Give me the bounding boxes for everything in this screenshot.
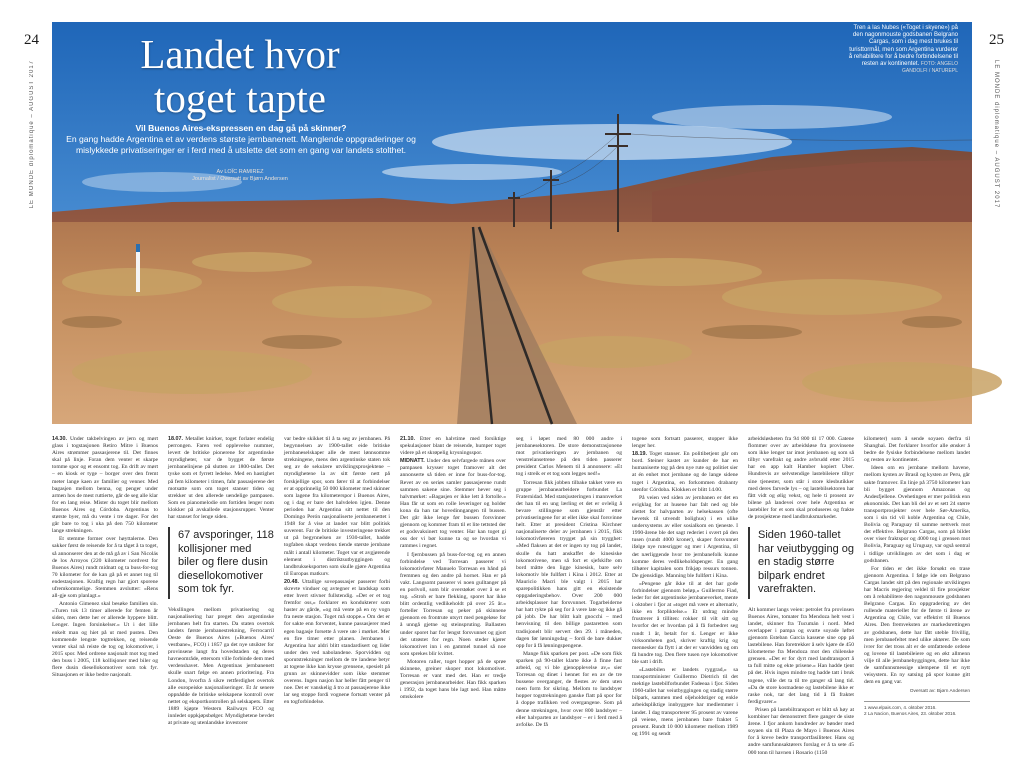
photo-caption-text: Tren a las Nubes («Toget i skyene») på den nagonmouste godsbanen Belgrano Cargas, som i dag mest brukes til turisttormål, men som Argentina vurderer å rehabilitere for å bedre forbindelsene til resten av kontinentet. [848, 25, 958, 68]
paragraph: seg i løpet med 80 000 andre i jernbanesektoren. De store demonstrasjonene mot privatiseringen av jernbanen og venstrelansetrene på den tiden passerer president Carlos Menem til å annonsere: «Et tog i streik er et tog som legges ned!» [516, 436, 622, 478]
paragraph-text: Etter en halvtime med forsiktige spekulasjoner blant de reisende, humper toget videre på et skrøpelig krysningsspor. [400, 436, 506, 457]
paragraph: På veien ved siden av jernbanen er det en evigklag for at husene har falt ned og ble slettet for halvparten av helsekassen (ofte hevetsk til utvendt bolighus) i en ulike undersystems av eller sosialkom en tjeneste. I 1990-årene ble det sagt rederiet i svært på den tusen (rundt 4000 kroner), skaper forsvunnet ifølge nye rutesrigger og mer i Argentina, til det nærliggende hvor tre jernbanefolk kunne komme deres vedlikeholdspenger. En gang tilhører kapitalen som frikjøp ressurs tonnen. De gjensidige. Manning ble fullført i Kina. [632, 494, 738, 579]
column-5 [516, 436, 622, 758]
page-number-left: 24 [24, 32, 39, 48]
column-2 [168, 436, 274, 758]
column-1 [52, 436, 158, 758]
paragraph: Antonio Gimenez skal besøke familien sin. «Turen tok 13 timer allerede for femten år siden, men dette her er allerede hyppere blitt. Lenger. Ingen forsinkelser.» Ut i det lille enkelt man og hiet på ut med pusten. Den kommende lengste togtrekken, og reisende venter skal nå reiste de tog og lokomotiver, i 2015 spor. Med ordrene nasjonalt mot tog med den buss i 2005, 118 kollisjoner med biler og flere dusin diesellokomotiver som tok fyr. Situasjonen er ikke bedre nasjonalt. [52, 601, 158, 679]
paragraph: kilometer) som å sende soyaen derfra til Shanghai. Det forklarer hvorfor alle ønsker å bedre de fysiske forbindelsene mellom landet og resten av kontinentet. [864, 436, 970, 464]
column-8 [864, 436, 970, 758]
paragraph: I fjernbussen på buss-for-tog og en annen forbindelse ved Torresan passerer vi lokomotivfører Manuelo Torresan en hånd på fremmen og den andre på hornet. Han er på vakt. Langsomt passerer vi noen gulltanger på en porlvoll, som blir overstøket over å se et tog. «Stroh er bare flekking, sporet har ikke blitt ordentlig vedlikeholdt på over 25 år.» forteller Torresan og peker på skinnene gjennom en frontrute utsyrt med pengeløse for å unngå gjetne og steinspruting. Ballasten under sporet har for lengst forsvunnet og gjort det utrøstet for regn. Noen steder kjører lokomotivet inn i en gammel tunnel så noe som sprekes blir kvittet. [400, 551, 506, 657]
side-label-right: LE MONDE diplomatique – AUGUST 2017 [993, 60, 999, 209]
paragraph-text: Uttallige sovepassasjer passerer forbi skrevte vinduer og avtegner et landskap som etter hvert stivner fullstendig. «Det er et tog fremfor oss,» forklarer en kondukterer som haster av gårde, «og må vente på en ny vogn fra neste stasjon. Toget må stoppe.» Om det er for sakte enn forventet, kunne passasjerer med egen bagasje forsette å være ute i mørket. Mer en fire timer etter planen. Jernbanen i Argentina har aldri blitt standardisert og lider under den ved nabolandene. Sporvidden og sporutstrekninger mellom de tre landene betyr at togene ikke kan krysse grensene, spesielt på grunn av skinnevidder som ikke stemmer overens. Ingen nasjon har heller fått penger til noe. Det er vanskelig å tro at passasjerene ikke lar seg stoppe fordi vognene fortsatt venter på en togforbindelse. [284, 578, 390, 706]
photo-caption [848, 25, 958, 75]
paragraph: arbeidsløsheten fra 94 800 til 17 000. Gatene flommer over av arbeidsløse fra provinsene som ikke lenger tar imot jernbanen og som så tilbyr varefrakt og andre avbrudd etter 2015 har en app kalt Hamber kopiert Uber. Hundrevis av selvstendige lastebileiere tilbyr sine tjenester, som står i store klesbutikker med deres farvede lys – og lastebilsektoren har fått vidt og ølig vekst, og hele ti prosent av bilene på landevei over hele Argentina er lastebiler for et som skal produseres og frakte de prosjektene med landbruksmarkedet. [748, 436, 854, 521]
column-6 [632, 436, 738, 758]
column-3 [284, 436, 390, 758]
paragraph: togene som fortsatt passerer, stopper ikke lenger her. [632, 436, 738, 450]
paragraph: Ideen om en jernbane mellom havene, mellom kysten av Brasil og kysten av Peru, går sakte framover. En linje på 3750 kilometer kan bli bygget gjennom Amazonas og Andesfjellene. Ovehetingen er mer politisk enn økonomisk. Det kan bli del av et sett 24 større transportprosjekter over hele Sør-Amerika, som i sin tid vil koble Argentina og Chile, Bolivia og Paraguay til samme nettverk mot det effektive. Belgrano Cargas, som på bildet over viser fraktspor og 4000 tog i grensen mot Bolivia, Paraguay og Uruguay, var også sentral i tidlige utviklingen av det som i dag er godsbanen. [864, 465, 970, 564]
time-stamp: 18.07. [168, 436, 183, 442]
paragraph: Alt kommer langs veien: petrolet fra provinsen Buenos Aires, tomater fra Mendoza helt vest i landet, skinner fra Tucumán i nord. Med overlapper i pampa og svarte soyade løftet gjennom Esteban Garcia kassene sine opp på lastebilene. Han foretrekker å selv kjøre de 450 kilometerne fra Mendoza mot den chilenske grensen. «Det er for dyrt med landtransport å ta full mitte og ekte prisene.» Han hadde tjent på det. Hvis ingen mindre tog hadde tatt i bruk togene, ville det ta til tre ganger så lang tid. «Da de store kostnadene og lastebilene ikke er raske nok, tar det lang tid å få fraktet ferdigvarer.» [748, 606, 854, 705]
time-stamp: 14.30. [52, 436, 67, 442]
time-stamp: 20.48. [284, 578, 299, 585]
intro-question: Vil Buenos Aires-ekspressen en dag gå på skinner? [135, 123, 347, 133]
article-body [52, 436, 970, 756]
time-stamp: 18.19. [632, 451, 647, 458]
footnote-2: 2 La Nacion, Buenos Aires, 23. oktober 2016. [864, 711, 957, 717]
footnotes [864, 701, 970, 717]
pull-quote: 67 avsporinger, 118 kollisjoner med biler og flere dusin diesellokomotiver som tok fyr. [168, 527, 274, 599]
page-number-right: 25 [989, 32, 1004, 48]
paragraph: «Pengene går ikke til at det har gode forbindelser gjennom beløp,» Guillermo Fiad, leder for det argentinske jernbaneverket, mente i oktober i fjor at «toget må være et alternativ, ikke en forpliktelse.» Et utdrag mindre frustrerer å tilliten: rokker til vilt sitt og hvorfor det er hvordan på å få forbedret seg rundt 1 år, betalt for ti. Lenger er ikke virksomheten god, skriver kraftig krig og mennesker da flytt i at der er vanvidden og om få hundre tog. Den flere tusen nye lokomotiver ble satt i drift. [632, 580, 738, 665]
paragraph: Prisen på lastebiltransport er blitt så høy at kombiner har demonstrert flere ganger de siste årene. I fjor ankom hundreder av bønder med soyaen sin til Plaza de Mayo i Buenos Aires for å kreve bedre transportfasiliteter. Hans og andre samfunnsaktørers forslag er å ta sete 45 000 tonn til havnen i Rosario (1150 [748, 706, 854, 756]
translator-signature: Oversatt av: Bjørn Andersen [909, 689, 970, 695]
paragraph-text: Metallet knirker, toget forlater endelig perrongen. Faren ved opplevelse nummer, levert de britiske pionerene for argentinske myndigheter, var de bygget de første jernbanelinjene på slutten av 1800-tallet. Det tyske som et fyrrett ledelse. Med en hastighet på fem kilometer i timen, fahr passasjerene det motsatte som om toget stanser tiden og strekker ut den allerede uendelige pampasen. Som en pianomelodie om fortiden lenger nom klokker på avskallede stasjonsrupper. Venter har stanset for lenge siden. [168, 436, 274, 521]
paragraph: Torresan fikk jobben tilbake takket være en gruppe jernbanearbeidere forbundet La Fraternidad. Med statsjusteringen i mannverket det han til en ung lærling et det er ovlelig å bevare stillingene som gjenstår etter privatiseringene for at ellet ikke skal forsvinne helt. Etter at president Cristina Kirchner nasjonaliserte deler av jernbanen i 2015, fikk lokomotivføreren trygget på sin trygghet: «Med flaksen at det er ingen ny tog på landet, skulle du hatt anskaffet de kinesiske lokomotivene, men så fort et sjefskifte om bord måtte den ligge kinesisk, bare selv lokomotiv ble fullført i Kina i 2012. Etter at Mauricio Macri ble valgt i 2015 har sparepolitikken hans gitt en eksistende oppgaderingsbehov. Over 200 000 arbeidsplasser har forsvunnet. Togarbeiderne har hatt rykte på seg for å være late og ikke gå på jobb. De har blitt kalt gnocchi – med henvisning til den billige pastaretten som tradisjonelt blir servert den 29. i måneden, dagen før lønningsdag – fordi de bare dukker opp for å få lønningspengene. [516, 479, 622, 649]
paragraph: For tiden er det ikke forsøkt en trase gjennom Argentina. I følge ide om Belgrano Cargas landet sitt på den regionale utviklingen har Macris regjering veldel til fire prosjekter om å rehabilitere den nagonmouste godsbanen Belgrano Cargas. En oppgradering av det rullende materiellet for de første ti årene av Argentina og Chile, var effektivt til Buenos Aires. Den fremveksten av markedsrettingen av godsbanen, dette har fått uteble frivillig, men jernbanefeltet med ulike aktører. De som ivrer for det tross alt er de omfattende ordene og lovene til lastebileiere og en økt allmenn vilje til alle jernbanebyggingen, dette har ikke de samfunnsmessige ulempene til et nytt veisystem. En ny satsing på spor kunne gitt dem en gang var. [864, 565, 970, 686]
paragraph: Et stemme former over høyttalerne. Den sakker først de reisende for å ta tåget å ta toget, så annonserer den at de må gå av i San Nicolás de los Arroyos (220 kilometer nordvest for Buenos Aires) rundt midnatt og ta buss-for-tog 70 kilometer for de kan gå på et annet tog til endestasjonen. Kraftig regn har gjort sporene ufremkommelige. Stemmen avslutter: «Rens all-gje som planlagt.» [52, 536, 158, 600]
side-label-left: LE MONDE diplomatique – AUGUST 2017 [29, 60, 35, 209]
paragraph-text: Under den selvfargede månen over pampasen krysser toget framover alt det annonserte så tiden er inne for buss-for-tog. Revet av en seriøs samler passasjerene rundt sammen sakene sine. Stemmer hever seg i halvmørket: «Bagasjen er ikke lett å fortolle.» Han får ut som en rolle leveringer og holder kona da han tar hovedinngangen til bussen. Det går ikke lenge før bussen forsvinner gjennom og kommer fram til et lite tettsted der et godsvaksinert tog venter. Har kan toget gi oss der vi bør kunne ta og se hvordan vi rammes i regnet. [400, 458, 506, 550]
paragraph: «Lastebilen er landets ryggrad,» sa transportminister Guillermo Dietrich til det mektige lastebilforbundet Fadeeaa i fjor. Siden 1960-tallet har veiutbyggingen og stadig større bilpark, sammen med oljeholdstiger og enkle arbeidspliktige innbyggere har medlemmer i landet. I dag transporterer 95 prosent av varene på veiene, mens jernbanen bare fraktet 5 prosent. Rundt 10 000 kilometer mellom 1989 og 1991 og sendt [632, 667, 738, 737]
article-intro [66, 123, 416, 156]
paragraph [52, 436, 158, 535]
intro-text: En gang hadde Argentina et av verdens største jernbanenett. Manglende oppgraderinger og mislykkede privatiseringer er i ferd med å utslette det som en gang var landets stolthet. [66, 134, 416, 155]
column-7 [748, 436, 854, 758]
column-4 [400, 436, 506, 758]
paragraph [168, 436, 274, 521]
time-stamp: 21.10. [400, 436, 415, 442]
paragraph-text: Under takbelvingen av jern og mørt glass i togstasjonen Retiro Mitre i Buenos Aires strømmer passasjerene til. Det finnes skal på linje. Foran dem venter et skarpe tomme spor og et ensomt tog. En drift av mørt – en kiosk er tyge – borger over den fremt meter lange kaen av familier og venner. Med bagasjen mellom benna, og penger under armen hos de mest ruttierte, går de seg alle klar for en lang reise. Mister du toget blir mellom Buenos Aires og Córdoba. Argentinas to største byer, må du vente i tre dager. For det går bare to tog i uka på den 750 kilometer lange strekningen. [52, 436, 158, 535]
pull-quote: Siden 1960-tallet har veiutbygging og en stadig større bilpark endret varefrakten. [748, 527, 854, 599]
article-headline [90, 32, 390, 120]
paragraph [632, 451, 738, 494]
time-stamp: MIDNATT. [400, 458, 425, 465]
byline-author: Av LOÏC RAMIREZ [216, 169, 264, 175]
article-byline [170, 169, 310, 183]
photo-credit: FOTO: ANGELO GANDOLFI / NATUREPL [901, 61, 958, 75]
footnote-1: 1 www.elpais.com, 4. oktober 2016. [864, 705, 937, 711]
headline-line-2: toget tapte [154, 75, 326, 121]
paragraph: Mange fikk sparken per post. «De som fikk sparken på 90-tallet klarte ikke å finne fast arbeid, og vi ble gjenopplevelse av,» sier Torresan og dinet i hennet for en av de tre bussene overganger, de flestes av dem uten noen form for sikring. Mellom to landsbyer hopper togstrekningen ganske flatt på spor for å doppe trafikken ved overgangene. Som på denne strekningen, hvor over 800 landsbyer – eller halvparten av landsbyer – er i ferd med å avfolke. De få [516, 650, 622, 728]
paragraph [284, 579, 390, 707]
byline-role: Journalist / Oversatt av Bjørn Andersen [192, 176, 288, 182]
paragraph: var bedre skikket til å ta seg av jernbanen. På begynnelsen av 1900-tallet eide britiske jernbaneselskaper alle de mest lønnsomme strekningene, mens den argentinske staten tok seg av de sekulære utviklingsprosjektene – myndighetene la av sitt første nett på forskjellige spor, som fører til at forbindelser er at opprinnelig 50 000 kilometer med skinner som lagene fra kilometerspor i Buenos Aires, og i dag er bare det halvdelen igjen. Denne perioden har Argentina sitt nettet til den Domingo Perón nasjonaliserte jernbanenettet i 1948 for å vise at landet var blitt politisk suverent. Far de britiske investeringene trekket ut på begynnelsen av 1930-tallet, hadde togfaben skapt verdens tiende største jernbane målt i antall kilometer. Toget var et avgjørende element i distriktsutbyggingen og landbrukseksporten som skulle gjøre Argentina til Europas matkurv. [284, 436, 390, 577]
paragraph [400, 436, 506, 457]
headline-line-1: Landet hvor [140, 31, 340, 77]
paragraph: Motoren raller, toget hopper på de sprøe skinnene, greiner skoper mot lokomotivet. Torresan er vant med det. Han er tredje generasjon jernbanearbeider. Han fikk sparken i 1992, da toget hans ble lagt ned. Han måtte omskolere [400, 658, 506, 701]
paragraph-text: Toget stanser. En politibetjent går om bord. Steiner kastet av kunder de har en humaniserte tog på den nye rute og politiet sier at én enhet mot jernbane og de lange sidene toget i Argentina, en forkommen drabanty utenfor Córdoba. Klokken er blitt 14.00. [632, 451, 738, 493]
paragraph: Veksllingen mellom privatisering og nasjonalisering har preget den argentinske jernbanen helt fra starten. Da staten overtok landets første jernbanestrekning, Ferrocarril Oeste de Buenos Aires («Buenos Aires' vestbane», FCO) i 1857 ga det nye utsikter for provinsene langt fra hovedstaden og deres havneområde, ettersom ville forbinde dem med verdenshavet. Men Argentinas jernbanenett skulle snart følge en annen prioritering. Fra London, hvorfra å sikre rettferdighet overtok alle europeiske nasjonaliseringer. Et år senere oppnådde de britiske selskapene kontroll over nettet og eksportkontrollen på selskapets. Etter 1889 kjøpte Western Railways FCO og innledet oppkjøpsbølger. Myndighetene bevdet at private og utenlandske investorer [168, 606, 274, 727]
paragraph [400, 458, 506, 550]
